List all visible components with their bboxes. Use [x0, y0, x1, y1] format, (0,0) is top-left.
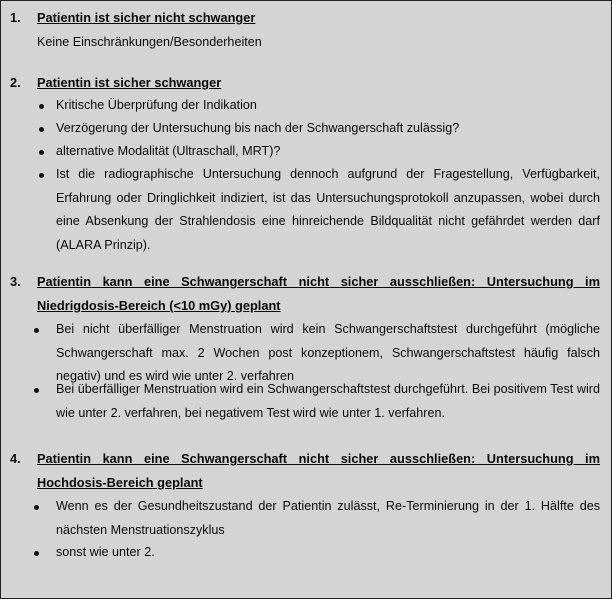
list-item: Wenn es der Gesundheitszustand der Patientin zulässt, Re-Terminierung in der 1. Hälfte des nächsten Menstruationszyklus [56, 499, 600, 537]
section-number: 4. [10, 451, 21, 466]
bullet-dot [39, 173, 44, 178]
list-item: Ist die radiographische Untersuchung dennoch aufgrund der Fragestellung, Verfügbarkeit, Erfahrung oder Dringlichkeit indiziert, ist das Untersuchungsprotokoll anzupassen, wobei durch eine Absenkung der Strahlendosis eine hinreichende Bildqualität nicht gefährdet werden darf (ALARA Prinzip). [56, 167, 600, 252]
list-item: sonst wie unter 2. [56, 545, 155, 559]
section-heading: Patientin kann eine Schwangerschaft nicht sicher ausschließen: Untersuchung im Hochdosis-Bereich geplant [37, 451, 600, 490]
bullet-dot [34, 505, 39, 510]
section-heading: Patientin kann eine Schwangerschaft nicht sicher ausschließen: Untersuchung im Niedrigdosis-Bereich (<10 mGy) geplant [37, 274, 600, 313]
list-item: Bei überfälliger Menstruation wird ein Schwangerschaftstest durchgeführt. Bei positivem Test wird wie unter 2. verfahren, bei negativem Test wird wie unter 1. verfahren. [56, 382, 600, 420]
bullet-dot [39, 127, 44, 132]
list-item: Bei nicht überfälliger Menstruation wird kein Schwangerschaftstest durchgeführt (mögliche Schwangerschaft max. 2 Wochen post konzeptionem, Schwangerschaftstest häufig falsch negativ) und es wird wie unter 2. verfahren [56, 322, 600, 383]
list-item: Kritische Überprüfung der Indikation [56, 98, 257, 112]
bullet-dot [39, 150, 44, 155]
bullet-dot [34, 328, 39, 333]
section-number: 3. [10, 274, 21, 289]
list-item: Verzögerung der Untersuchung bis nach der Schwangerschaft zulässig? [56, 121, 460, 135]
section-heading: Patientin ist sicher schwanger [37, 75, 222, 90]
bullet-dot [34, 551, 39, 556]
section-number: 1. [10, 10, 21, 25]
section-heading: Patientin ist sicher nicht schwanger [37, 10, 256, 25]
section-text: Keine Einschränkungen/Besonderheiten [37, 35, 262, 49]
section-number: 2. [10, 75, 21, 90]
bullet-dot [39, 104, 44, 109]
list-item: alternative Modalität (Ultraschall, MRT)? [56, 144, 281, 158]
bullet-dot [34, 388, 39, 393]
